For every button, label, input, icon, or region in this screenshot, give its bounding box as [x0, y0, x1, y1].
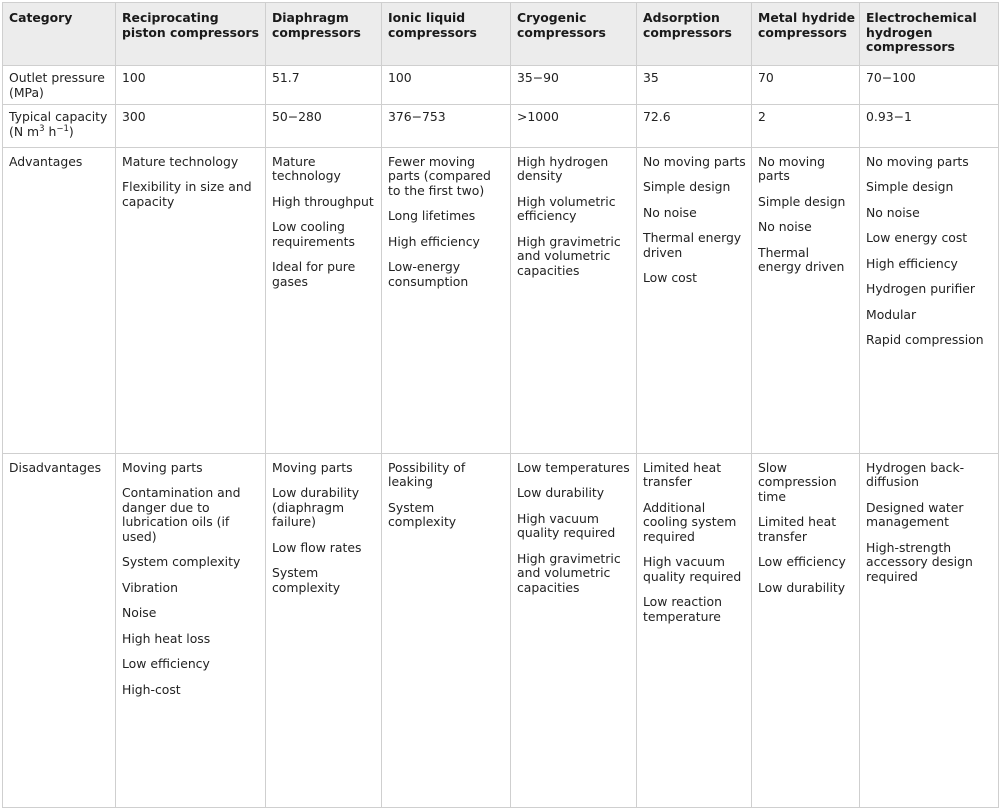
capacity-unit-sup-a: 3 [39, 123, 45, 134]
disadvantages-cell [860, 453, 999, 807]
disadvantages-item: System complexity [388, 499, 457, 530]
disadvantages-item: Moving parts [272, 459, 353, 475]
compressor-comparison-table [2, 2, 999, 808]
disadvantages-item: High-strength accessory design required [866, 539, 973, 584]
advantages-item: Simple design [758, 193, 846, 209]
advantages-item: No noise [758, 219, 812, 235]
disadvantages-item: System complexity [272, 565, 341, 595]
header-electrochemical: Electrochemical hydrogen compressors [860, 3, 999, 66]
advantages-item: No noise [643, 204, 697, 220]
header-diaphragm: Diaphragm compressors [266, 3, 382, 66]
header-cryogenic: Cryogenic compressors [511, 3, 637, 66]
disadvantages-item: Low durability [517, 485, 605, 501]
advantages-item: Simple design [643, 179, 731, 195]
table-row-disadvantages [3, 453, 999, 807]
table-cell: 51.7 [266, 66, 382, 105]
disadvantages-item: Low flow rates [272, 539, 362, 555]
table-cell: 2 [752, 105, 860, 147]
capacity-unit-a: (N m [9, 123, 40, 139]
disadvantages-cell [511, 453, 637, 807]
advantages-cell [752, 147, 860, 453]
advantages-cell [860, 147, 999, 453]
capacity-unit-sup-b: −1 [56, 123, 69, 134]
disadvantages-item: Moving parts [122, 459, 203, 475]
advantages-item: Long lifetimes [388, 208, 476, 224]
row-label-disadvantages: Disadvantages [3, 453, 116, 807]
advantages-item: Hydrogen purifier [866, 281, 975, 297]
capacity-unit-b: h [44, 123, 57, 139]
header-adsorption: Adsorption compressors [637, 3, 752, 66]
advantages-cell [116, 147, 266, 453]
table-cell: 100 [116, 66, 266, 105]
advantages-item: Thermal energy driven [643, 230, 742, 260]
disadvantages-cell [637, 453, 752, 807]
disadvantages-item: Limited heat transfer [643, 459, 722, 490]
disadvantages-item: Low efficiency [758, 554, 846, 570]
disadvantages-cell [116, 453, 266, 807]
advantages-item: Low cost [643, 270, 698, 286]
row-label-advantages: Advantages [3, 147, 116, 453]
disadvantages-item: High vacuum quality required [517, 510, 616, 541]
disadvantages-item: Possibility of leaking [388, 459, 466, 490]
disadvantages-item: Contamination and danger due to lubrication oils (if used) [122, 485, 241, 544]
header-ionic-liquid: Ionic liquid compressors [382, 3, 511, 66]
table-cell: 300 [116, 105, 266, 147]
capacity-label-main: Typical capacity [9, 109, 108, 125]
advantages-item: No moving parts [758, 153, 825, 184]
advantages-item: Ideal for pure gases [272, 259, 356, 289]
advantages-item: Rapid compression [866, 332, 984, 348]
table-row-advantages [3, 147, 999, 453]
header-row [3, 3, 999, 66]
advantages-item: High hydrogen density [517, 153, 609, 184]
comparison-table-container [2, 2, 998, 808]
table-cell: 100 [382, 66, 511, 105]
disadvantages-item: Slow compression time [758, 459, 837, 504]
table-cell: 50−280 [266, 105, 382, 147]
advantages-item: High efficiency [388, 233, 480, 249]
advantages-item: Mature technology [272, 153, 341, 184]
disadvantages-cell [752, 453, 860, 807]
advantages-item: Low energy cost [866, 230, 968, 246]
table-cell: 0.93−1 [860, 105, 999, 147]
advantages-cell [266, 147, 382, 453]
disadvantages-item: System complexity [122, 554, 241, 570]
disadvantages-item: Vibration [122, 579, 178, 595]
disadvantages-item: Low reaction temperature [643, 594, 722, 624]
advantages-item: Flexibility in size and capacity [122, 179, 252, 209]
advantages-item: Fewer moving parts (compared to the first two) [388, 153, 491, 198]
advantages-item: High volumetric efficiency [517, 193, 616, 224]
disadvantages-item: Designed water management [866, 499, 964, 530]
header-reciprocating-piston: Reciprocating piston compressors [116, 3, 266, 66]
disadvantages-item: Limited heat transfer [758, 514, 837, 544]
advantages-cell [511, 147, 637, 453]
advantages-item: No moving parts [643, 153, 746, 169]
advantages-item: Thermal energy driven [758, 244, 845, 275]
disadvantages-item: High vacuum quality required [643, 554, 742, 584]
disadvantages-item: High-cost [122, 681, 181, 697]
table-cell: 376−753 [382, 105, 511, 147]
disadvantages-cell [266, 453, 382, 807]
table-cell: 35−90 [511, 66, 637, 105]
advantages-cell [382, 147, 511, 453]
advantages-item: Low cooling requirements [272, 219, 355, 249]
table-cell: >1000 [511, 105, 637, 147]
table-cell: 70−100 [860, 66, 999, 105]
disadvantages-item: Additional cooling system required [643, 499, 737, 544]
advantages-item: High throughput [272, 193, 374, 209]
disadvantages-item: Low efficiency [122, 656, 210, 672]
table-cell: 72.6 [637, 105, 752, 147]
advantages-item: Modular [866, 306, 917, 322]
disadvantages-item: High heat loss [122, 630, 211, 646]
disadvantages-item: High gravimetric and volumetric capacities [517, 550, 621, 595]
advantages-item: No noise [866, 204, 920, 220]
table-row-outlet-pressure [3, 66, 999, 105]
advantages-item: No moving parts [866, 153, 969, 169]
row-label-typical-capacity [3, 105, 116, 147]
advantages-cell [637, 147, 752, 453]
header-category: Category [3, 3, 116, 66]
disadvantages-item: Low temperatures [517, 459, 630, 475]
advantages-item: High gravimetric and volumetric capacities [517, 233, 621, 278]
header-metal-hydride: Metal hydride compressors [752, 3, 860, 66]
table-cell: 35 [637, 66, 752, 105]
table-cell: 70 [752, 66, 860, 105]
advantages-item: Low-energy consumption [388, 259, 469, 289]
capacity-unit-c: ) [68, 123, 74, 139]
advantages-item: Mature technology [122, 153, 239, 169]
disadvantages-item: Low durability (diaphragm failure) [272, 485, 360, 530]
disadvantages-item: Hydrogen back-diffusion [866, 459, 965, 490]
disadvantages-cell [382, 453, 511, 807]
disadvantages-item: Noise [122, 605, 157, 621]
advantages-item: High efficiency [866, 255, 958, 271]
disadvantages-item: Low durability [758, 579, 846, 595]
table-row-typical-capacity [3, 105, 999, 147]
row-label-outlet-pressure: Outlet pressure (MPa) [3, 66, 116, 105]
advantages-item: Simple design [866, 179, 954, 195]
